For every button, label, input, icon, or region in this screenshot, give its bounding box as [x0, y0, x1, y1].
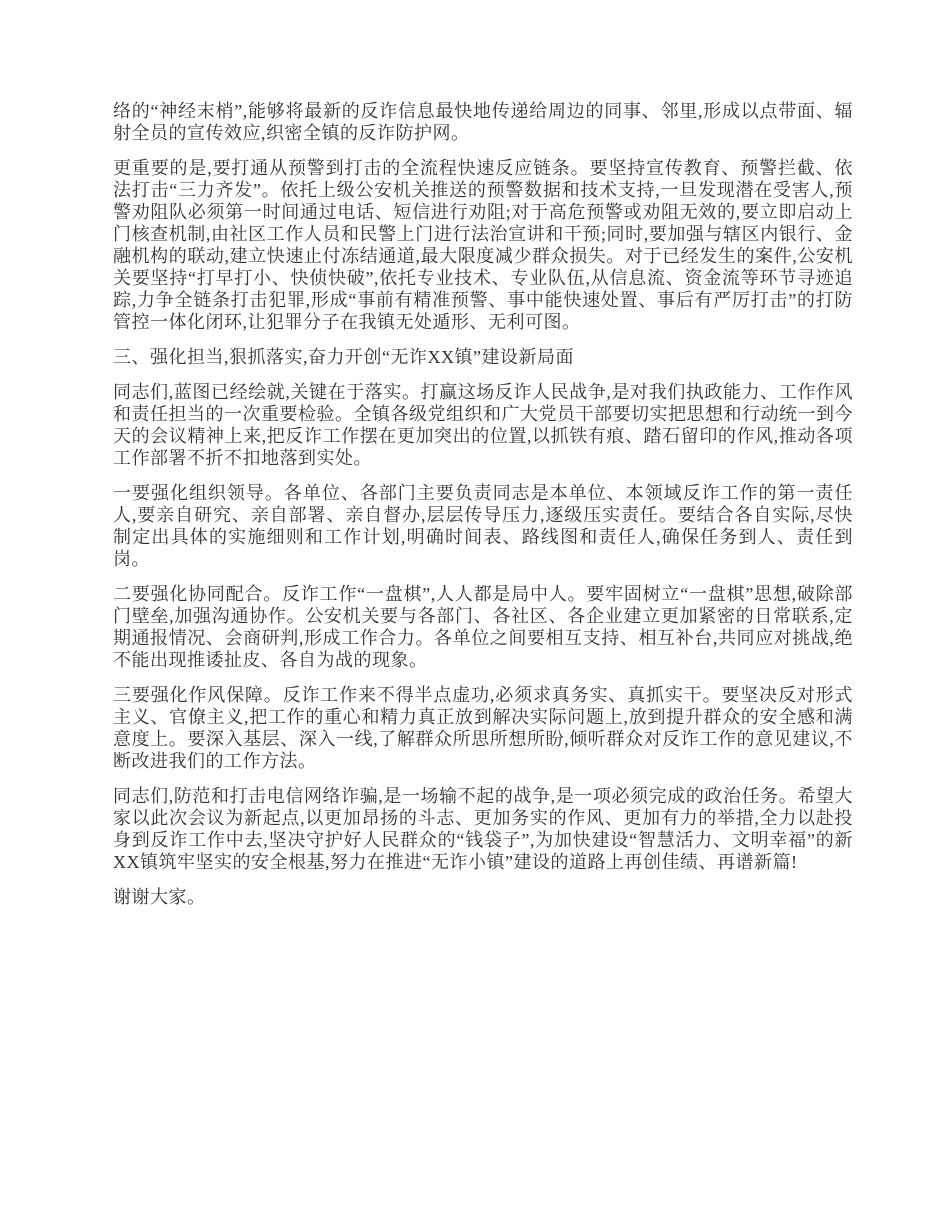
document-content	[113, 100, 853, 908]
paragraph: 三要强化作风保障。反诈工作来不得半点虚功,必须求真务实、真抓实干。要坚决反对形式主义、官僚主义,把工作的重心和精力真正放到解决实际问题上,放到提升群众的安全感和满意度上。要深入基层、深入一线,了解群众所思所想所盼,倾听群众对反诈工作的意见建议,不断改进我们的工作方法。	[113, 685, 853, 771]
paragraph: 二要强化协同配合。反诈工作“一盘棋”,人人都是局中人。要牢固树立“一盘棋”思想,破除部门壁垒,加强沟通协作。公安机关要与各部门、各社区、各企业建立更加紧密的日常联系,定期通报情况、会商研判,形成工作合力。各单位之间要相互支持、相互补台,共同应对挑战,绝不能出现推诿扯皮、各自为战的现象。	[113, 584, 853, 670]
paragraph: 一要强化组织领导。各单位、各部门主要负责同志是本单位、本领域反诈工作的第一责任人,要亲自研究、亲自部署、亲自督办,层层传导压力,逐级压实责任。要结合各自实际,尽快制定出具体的实施细则和工作计划,明确时间表、路线图和责任人,确保任务到人、责任到岗。	[113, 483, 853, 569]
paragraph: 同志们,蓝图已经绘就,关键在于落实。打赢这场反诈人民战争,是对我们执政能力、工作作风和责任担当的一次重要检验。全镇各级党组织和广大党员干部要切实把思想和行动统一到今天的会议精神上来,把反诈工作摆在更加突出的位置,以抓铁有痕、踏石留印的作风,推动各项工作部署不折不扣地落到实处。	[113, 382, 853, 468]
paragraph: 同志们,防范和打击电信网络诈骗,是一场输不起的战争,是一项必须完成的政治任务。希望大家以此次会议为新起点,以更加昂扬的斗志、更加务实的作风、更加有力的举措,全力以赴投身到反诈工作中去,坚决守护好人民群众的“钱袋子”,为加快建设“智慧活力、文明幸福”的新XX镇筑牢坚实的安全根基,努力在推进“无诈小镇”建设的道路上再创佳绩、再谱新篇!	[113, 786, 853, 872]
paragraph: 更重要的是,要打通从预警到打击的全流程快速反应链条。要坚持宣传教育、预警拦截、依法打击“三力齐发”。依托上级公安机关推送的预警数据和技术支持,一旦发现潜在受害人,预警劝阻队必须第一时间通过电话、短信进行劝阻;对于高危预警或劝阻无效的,要立即启动上门核查机制,由社区工作人员和民警上门进行法治宣讲和干预;同时,要加强与辖区内银行、金融机构的联动,建立快速止付冻结通道,最大限度减少群众损失。对于已经发生的案件,公安机关要坚持“打早打小、快侦快破”,依托专业技术、专业队伍,从信息流、资金流等环节寻迹追踪,力争全链条打击犯罪,形成“事前有精准预警、事中能快速处置、事后有严厉打击”的打防管控一体化闭环,让犯罪分子在我镇无处遁形、无利可图。	[113, 158, 853, 332]
paragraph: 络的“神经末梢”,能够将最新的反诈信息最快地传递给周边的同事、邻里,形成以点带面、辐射全员的宣传效应,织密全镇的反诈防护网。	[113, 101, 853, 143]
section-heading: 三、强化担当,狠抓落实,奋力开创“无诈XX镇”建设新局面	[113, 347, 574, 367]
paragraph: 谢谢大家。	[113, 887, 206, 907]
